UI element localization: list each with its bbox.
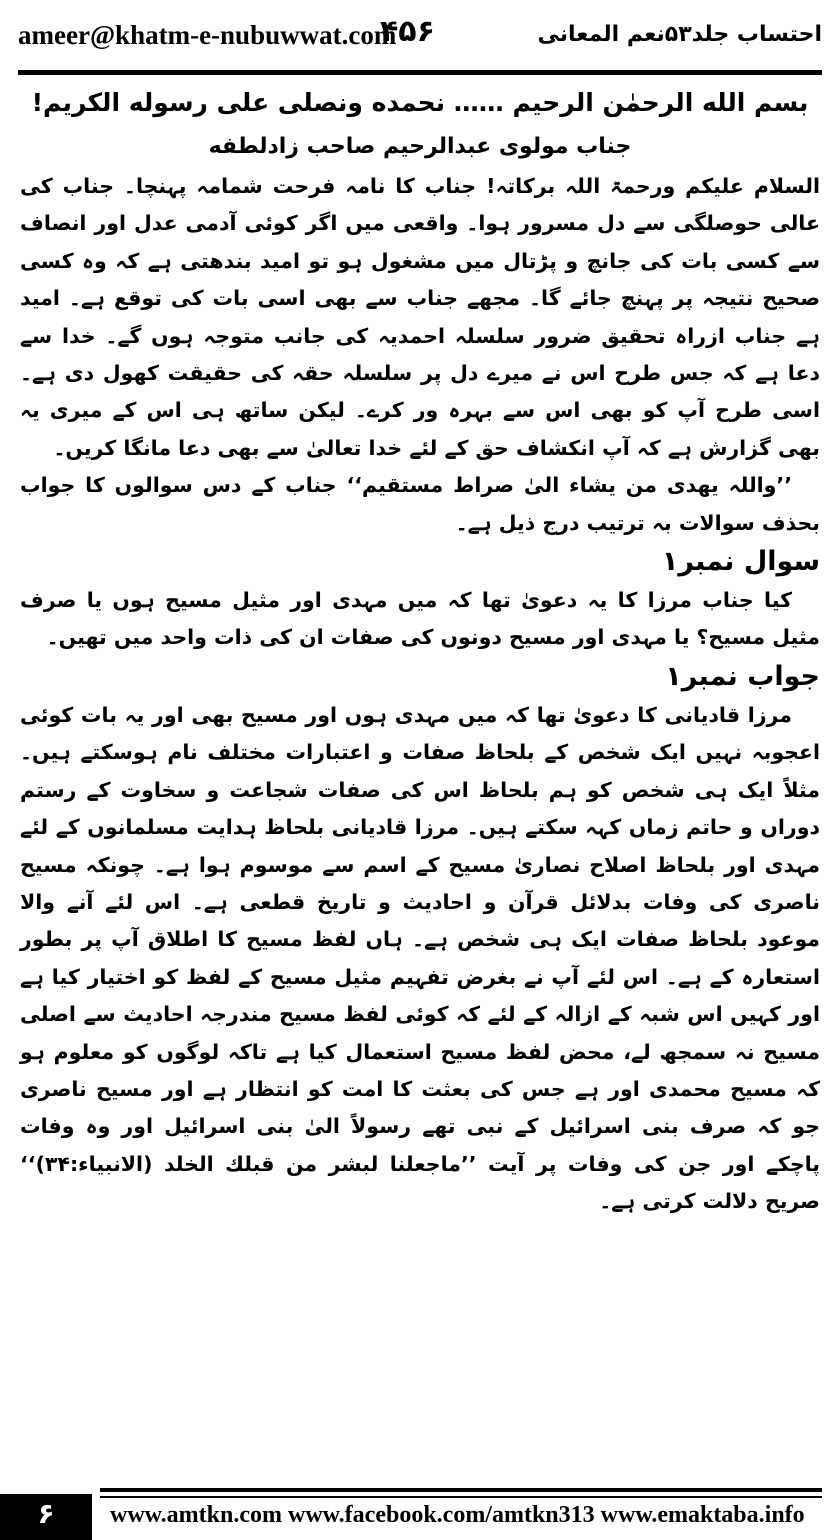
page-body: [20, 80, 820, 1221]
answer-paragraph: مرزا قادیانی کا دعویٰ تھا کہ میں مہدی ہوں اور مسیح بھی اور یہ بات کوئی اعجوبہ نہیں ایک شخص کے بلحاظ صفات و اعتبارات مختلف نام ہوسکتے ہیں۔ مثلاً ایک ہی شخص کو ہم بلحاظ اس کی صفات شجاعت و سخاوت کے رستم دوراں و حاتم زماں کہہ سکتے ہیں۔ مرزا قادیانی بلحاظ ہدایت مسلمانوں کے لئے مہدی اور بلحاظ اصلاح نصاریٰ مسیح کے اسم سے موسوم ہوا ہے۔ چونکہ مسیح ناصری کی وفات بدلائل قرآن و احادیث و تاریخ قطعی ہے۔ اس لئے آنے والا موعود بلحاظ صفات ایک ہی شخص ہے۔ ہاں لفظ مسیح کا اطلاق آپ پر بطور استعارہ کے ہے۔ اس لئے آپ نے بغرض تفہیم مثیل مسیح کے لفظ کو اختیار کیا ہے اور کہیں اس شبہ کے ازالہ کے لئے کہ کوئی لفظ مسیح مندرجہ احادیث سے اصلی مسیح نہ سمجھ لے، محض لفظ مسیح استعمال کیا ہے تاکہ لوگوں کو معلوم ہو کہ مسیح محمدی اور ہے جس کی بعثت کا امت کو انتظار ہے اور مسیح ناصری جو کہ صرف بنی اسرائیل کے نبی تھے رسولاً الیٰ بنی اسرائیل اور وہ وفات پاچکے اور جن کی وفات پر آیت ’’ماجعلنا لبشر من قبلك الخلد (الانبیاء:۳۴)‘‘ صریح دلالت کرتی ہے۔: [20, 702, 820, 1214]
quran-paragraph: ’’واللہ یھدی من یشاء الیٰ صراط مستقیم‘‘ جناب کے دس سوالوں کا جواب بحذف سوالات بہ ترتیب درج ذیل ہے۔: [20, 473, 820, 535]
footer-rule-thin: [100, 1496, 822, 1498]
intro-paragraph: السلام علیکم ورحمۃ اللہ برکاتہ! جناب کا نامہ فرحت شمامہ پہنچا۔ جناب کی عالی حوصلگی سے دل مسرور ہوا۔ واقعی میں اگر کوئی آدمی عدل اور انصاف سے کسی بات کی جانچ و پڑتال میں مشغول ہو تو امید بندھتی ہے کہ وہ کسی صحیح نتیجہ پر پہنچ جائے گا۔ مجھے جناب سے بھی اسی بات کی توقع ہے۔ امید ہے جناب ازراہ تحقیق ضرور سلسلہ احمدیہ کی جانب متوجہ ہوں گے۔ خدا سے دعا ہے کہ جس طرح اس نے میرے دل پر سلسلہ حقہ کی حقیقت کھول دی ہے۔ اسی طرح آپ کو بھی اس سے بہرہ ور کرے۔ لیکن ساتھ ہی اس کے میری یہ بھی گزارش ہے کہ آپ انکشاف حق کے لئے خدا تعالیٰ سے بھی دعا مانگا کریں۔: [20, 174, 820, 460]
footer-links: www.amtkn.com www.facebook.com/amtkn313 www.emaktaba.info: [110, 1502, 805, 1528]
header-rule: [18, 70, 822, 75]
basmala-line: بسم الله الرحمٰن الرحیم …… نحمده ونصلی علی رسوله الكريم!: [31, 88, 809, 117]
header-book-title: احتساب جلد۵۳نعم المعانی: [537, 22, 822, 47]
question-heading: سوال نمبر۱: [661, 546, 820, 578]
footer-page-number: ۶: [0, 1494, 92, 1540]
header-page-number: ۴۵۶: [380, 14, 435, 49]
footer-rule-thick: [100, 1488, 822, 1492]
header-email: ameer@khatm-e-nubuwwat.com: [18, 20, 397, 50]
addressee-line: جناب مولوی عبدالرحیم صاحب زادلطفه: [208, 134, 632, 159]
answer-heading: جواب نمبر۱: [665, 660, 820, 692]
question-paragraph: کیا جناب مرزا کا یہ دعویٰ تھا کہ میں مہدی اور مثیل مسیح ہوں یا صرف مثیل مسیح؟ یا مہدی اور مسیح دونوں کی صفات ان کی ذات واحد میں تھیں۔: [20, 588, 820, 650]
page-header: [18, 12, 822, 68]
page-footer: [0, 1486, 840, 1540]
